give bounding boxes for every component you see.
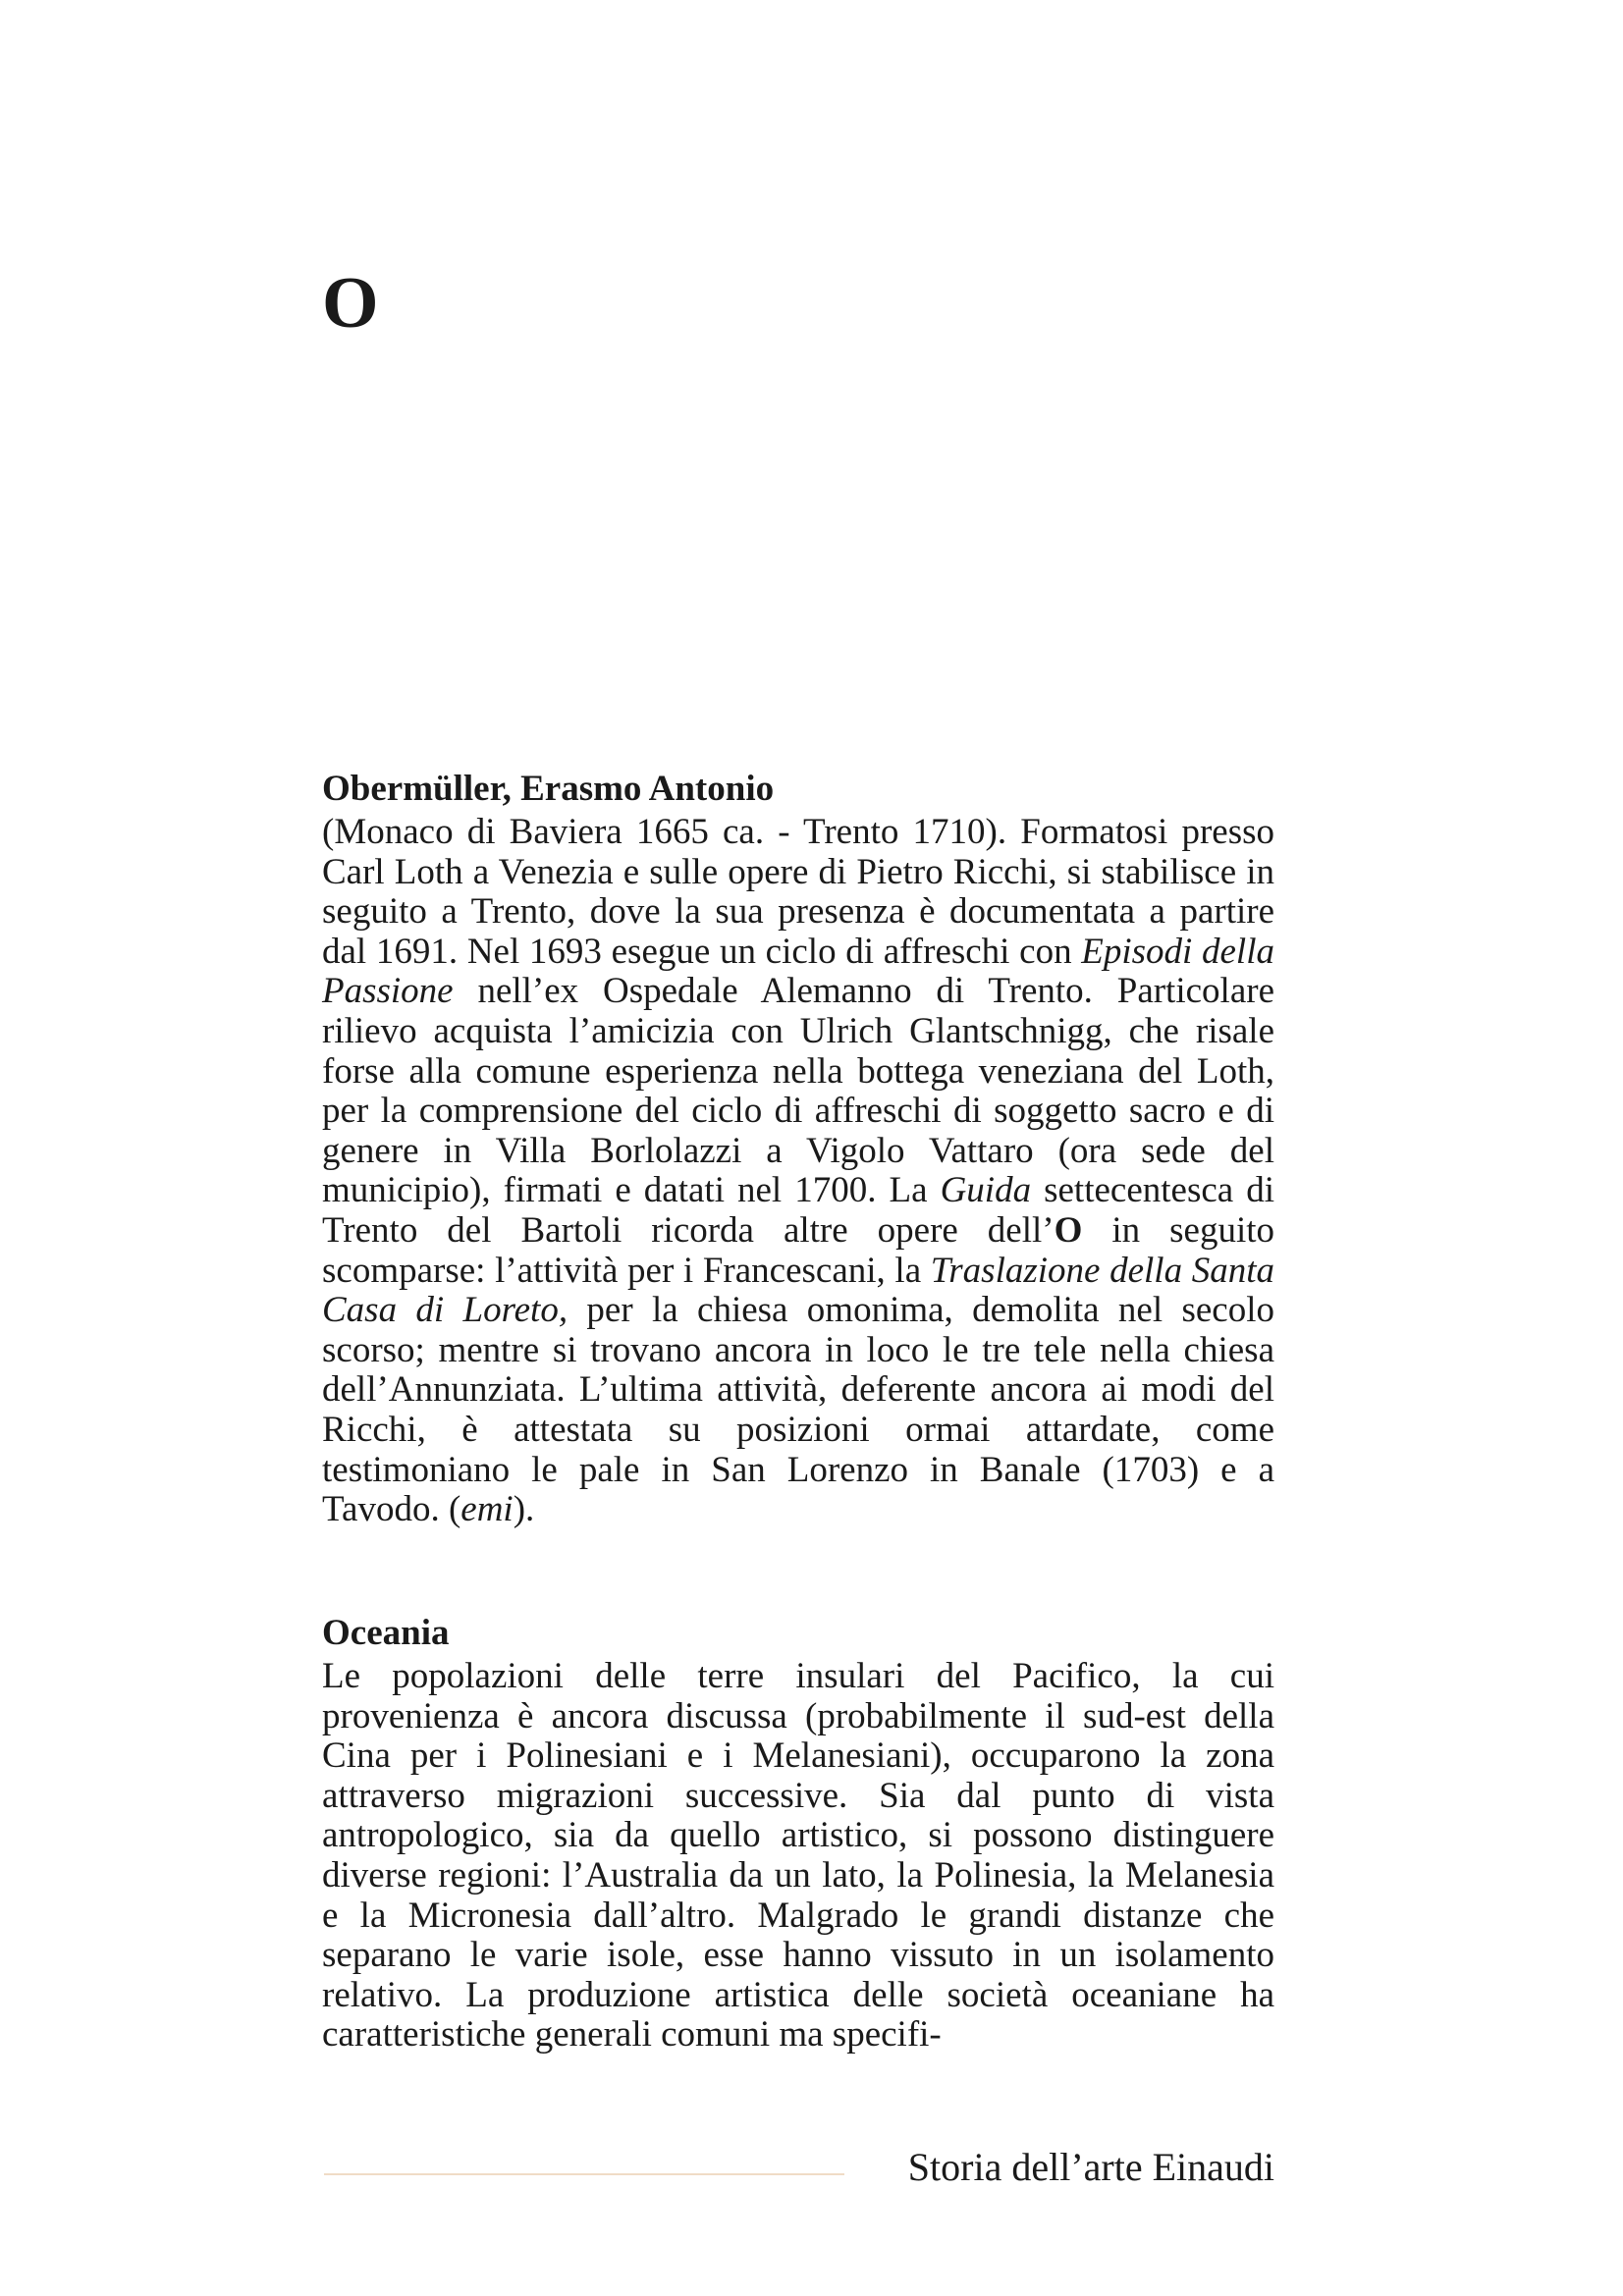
footer-publisher: Storia dell’arte Einaudi [907,2145,1274,2189]
entry-body: (Monaco di Baviera 1665 ca. - Trento 1710). Formatosi presso Carl Loth a Venezia e sulle opere di Pietro Ricchi, si stabilisce in seguito a Trento, dove la sua presenza è documentata a partire dal 1691. Nel 1693 esegue un ciclo di affreschi con Episodi della Passione nell’ex Ospedale Alemanno di Trento. Particolare rilievo acquista l’amicizia con Ulrich Glantschnigg, che risale forse alla comune esperienza nella bottega veneziana del Loth, per la comprensione del ciclo di affreschi di soggetto sacro e di genere in Villa Borlolazzi a Vigolo Vattaro (ora sede del municipio), firmati e datati nel 1700. La Guida settecentesca di Trento del Bartoli ricorda altre opere dell’O in seguito scomparse: l’attività per i Francescani, la Traslazione della Santa Casa di Loreto, per la chiesa omonima, demolita nel secolo scorso; mentre si trovano ancora in loco le tre tele nella chiesa dell’Annunziata. L’ultima attività, deferente ancora ai modi del Ricchi, è attestata su posizioni ormai attardate, come testimoniano le pale in San Lorenzo in Banale (1703) e a Tavodo. (emi). [322,812,1275,1530]
entry-title: Oceania [322,1613,450,1653]
entry-oceania [322,1610,1274,2056]
section-letter: O [322,263,379,344]
entry-obermuller [322,766,1274,1530]
entry-title: Obermüller, Erasmo Antonio [322,769,775,809]
footer-divider [324,2173,844,2175]
entry-body: Le popolazioni delle terre insulari del Pacifico, la cui provenienza è ancora discussa (probabilmente il sud-est della Cina per i Polinesiani e i Melanesiani), occuparono la zona attraverso migrazioni successive. Sia dal punto di vista antropologico, sia da quello artistico, si possono distinguere diverse regioni: l’Australia da un lato, la Polinesia, la Melanesia e la Micronesia dall’altro. Malgrado le grandi distanze che separano le varie isole, esse hanno vissuto in un isolamento relativo. La produzione artistica delle società oceaniane ha caratteristiche generali comuni ma specifi- [322,1656,1274,2056]
